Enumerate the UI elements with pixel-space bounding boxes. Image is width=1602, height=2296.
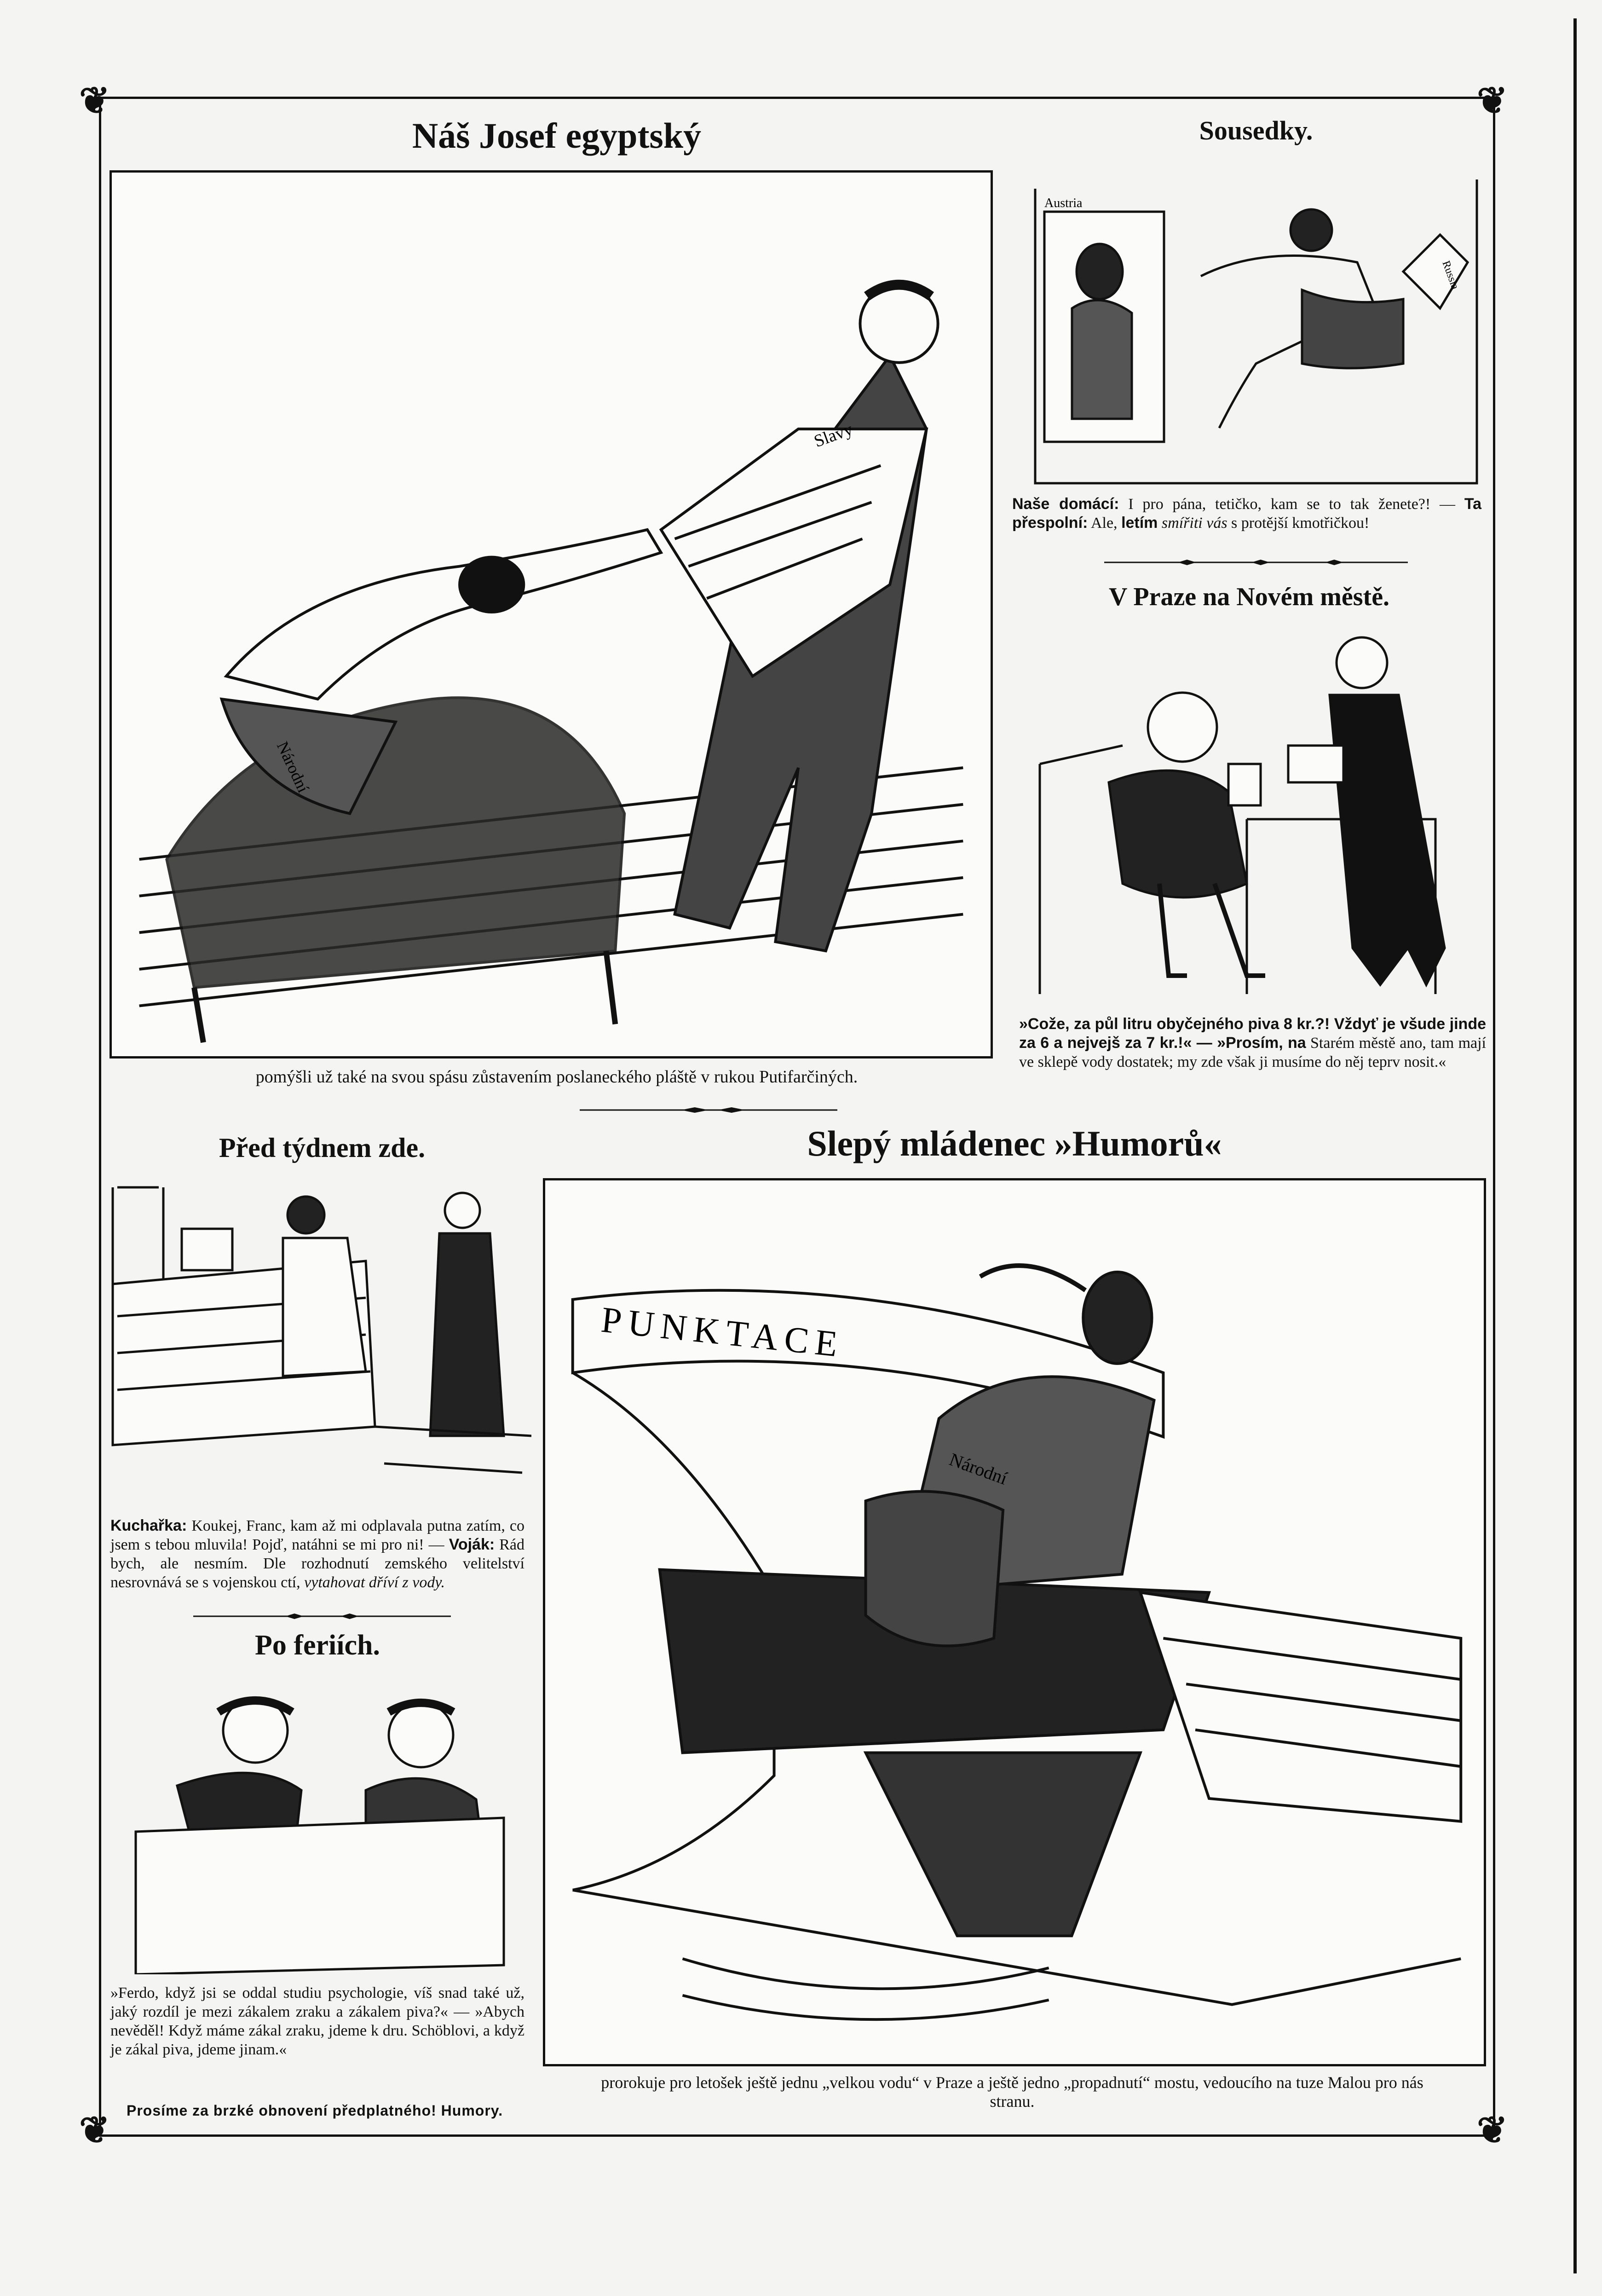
praha-caption bbox=[1019, 1015, 1486, 1071]
corner-flourish-icon: ❦ bbox=[79, 2111, 110, 2151]
corner-flourish-icon: ❦ bbox=[1477, 2111, 1508, 2151]
sousedky-caption bbox=[1012, 495, 1481, 532]
sousedky-line1: I pro pána, tetičko, kam se to tak ženete?! — bbox=[1128, 496, 1456, 513]
sousedky-line2b: letím bbox=[1121, 514, 1158, 532]
sousedky-line2c: smířiti vás bbox=[1161, 515, 1227, 532]
slepy-illustration bbox=[543, 1178, 1486, 2066]
sousedky-label-a: Austria bbox=[1044, 196, 1083, 210]
slepy-title: Slepý mládenec »Humorů« bbox=[807, 1123, 1222, 1163]
ornament-divider bbox=[1104, 559, 1408, 565]
frame-top bbox=[99, 97, 1495, 99]
ornament-divider bbox=[580, 1107, 837, 1112]
ornament-divider bbox=[193, 1613, 451, 1619]
feriich-caption: »Ferdo, když jsi se oddal studiu psychologie, víš snad také už, jaký rozdíl je mezi zákalem zraku a zákalem piva?« — »Abych nevěděl! Když máme zákal zraku, jdeme k dru. Schöblovi, a když je zákal piva, jdeme jinam.« bbox=[110, 1984, 524, 2058]
slepy-caption: prorokuje pro letošek ještě jednu „velkou vodu“ v Praze a ještě jedno „propadnutí“ mostu, vedoucího na tuze Malou pro nás stranu. bbox=[601, 2073, 1423, 2111]
praha-caption-b: Starém městě ano, tam mají ve sklepě vody dostatek; my zde však ji musíme do něj teprv nosit.« bbox=[1019, 1035, 1486, 1070]
sousedky-label-b: Russia bbox=[1440, 259, 1461, 291]
page-edge-line bbox=[1573, 18, 1577, 2273]
sousedky-speaker2: Ta přespolní: bbox=[1012, 495, 1482, 532]
josef-dress-label: Národní bbox=[273, 738, 313, 796]
tydnem-illustration bbox=[108, 1178, 531, 1509]
josef-caption: pomýšli už také na svou spásu zůstavením poslaneckého pláště v rukou Putifarčiných. bbox=[255, 1067, 858, 1087]
tydnem-speaker2: Voják: bbox=[449, 1536, 495, 1553]
josef-illustration bbox=[109, 170, 993, 1058]
praha-illustration bbox=[1031, 626, 1481, 1003]
tydnem-line2: Rád bych, ale nesmím. Dle rozhodnutí zemského velitelství nesrovnává se s vojenskou ctí, bbox=[110, 1536, 525, 1591]
sousedky-line2d: s protější kmotřičkou! bbox=[1231, 515, 1370, 532]
sousedky-speaker1: Naše domácí: bbox=[1012, 495, 1119, 513]
tydnem-caption bbox=[110, 1516, 524, 1592]
sousedky-title: Sousedky. bbox=[1199, 116, 1313, 145]
slepy-dress-label: Národní bbox=[946, 1449, 1010, 1489]
sousedky-illustration bbox=[1026, 170, 1486, 488]
praha-caption-a: »Cože, za půl litru obyčejného piva 8 kr.?! Vždyť je všude jinde za 6 a nejvejš za 7 kr.!« — »Prosím, na bbox=[1019, 1015, 1486, 1052]
frame-left bbox=[99, 97, 101, 2137]
josef-title: Náš Josef egyptský bbox=[412, 116, 702, 156]
corner-flourish-icon: ❦ bbox=[1477, 81, 1508, 121]
feriich-illustration bbox=[108, 1680, 531, 1974]
josef-coat-label: Slavy bbox=[811, 419, 855, 451]
sousedky-line2a: Ale, bbox=[1090, 515, 1118, 532]
footer-note: Prosíme za brzké obnovení předplatného! Humory. bbox=[127, 2102, 503, 2119]
tydnem-line1: Koukej, Franc, kam až mi odplavala putna zatím, co jsem s tebou mluvila! Pojď, natáhni se mi pro ni! — bbox=[110, 1517, 524, 1553]
praha-title: V Praze na Novém městě. bbox=[1108, 583, 1390, 611]
tydnem-speaker1: Kuchařka: bbox=[110, 1517, 187, 1534]
feriich-title: Po feriích. bbox=[254, 1630, 380, 1661]
slepy-wall-label: PUNKTACE bbox=[599, 1299, 846, 1365]
corner-flourish-icon: ❦ bbox=[79, 81, 110, 121]
frame-right bbox=[1493, 97, 1495, 2137]
frame-bottom bbox=[99, 2134, 1495, 2137]
tydnem-title: Před týdnem zde. bbox=[219, 1133, 426, 1163]
tydnem-line2-italic: vytahovat dříví z vody. bbox=[304, 1574, 445, 1591]
